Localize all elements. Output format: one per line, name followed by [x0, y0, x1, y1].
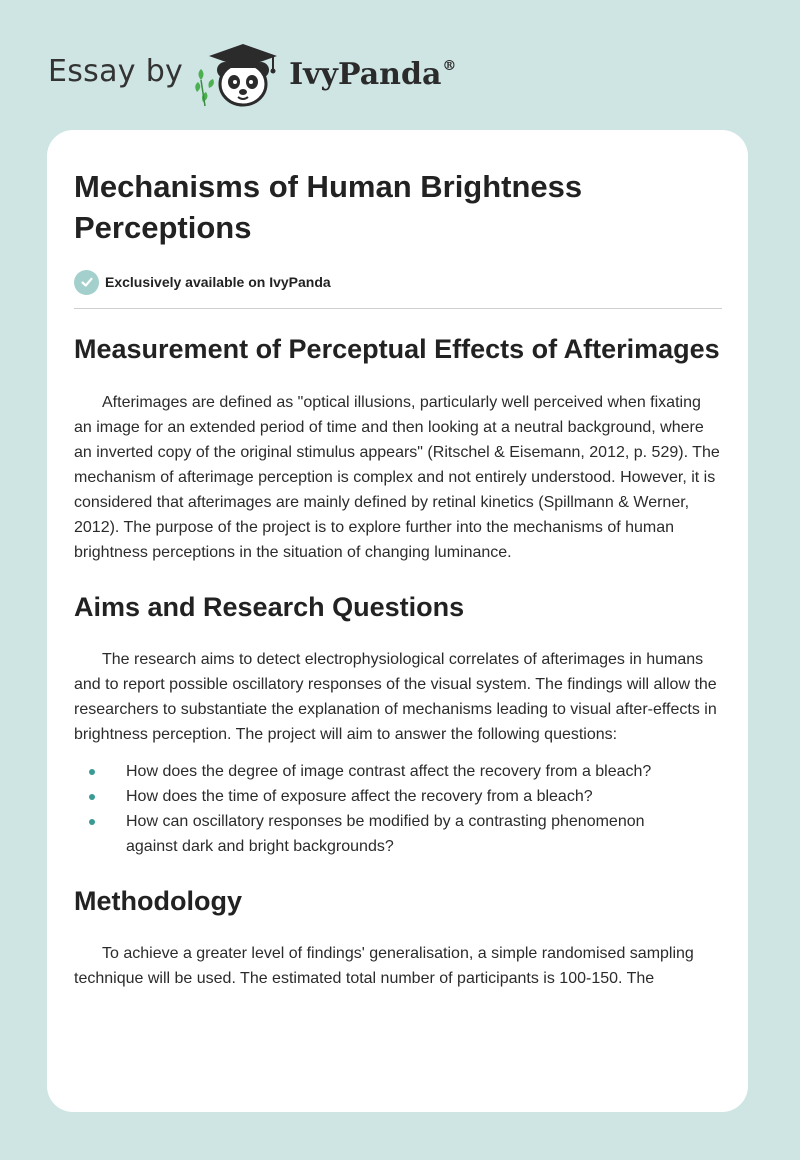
panda-graduation-cap-icon [195, 40, 281, 110]
exclusive-badge-label: Exclusively available on IvyPanda [105, 274, 331, 290]
brand-name[interactable]: IvyPanda® [289, 56, 457, 92]
list-item: How does the degree of image contrast affect the recovery from a bleach? [126, 759, 686, 784]
exclusive-badge [74, 268, 721, 296]
research-questions-list [74, 759, 721, 859]
section-paragraph-methodology: To achieve a greater level of findings' generalisation, a simple randomised sampling technique will be used. The estimated total number of participants is 100-150. The [74, 945, 694, 987]
list-item: How does the time of exposure affect the recovery from a bleach? [126, 784, 686, 809]
registered-mark: ® [442, 57, 457, 74]
bullet-icon [89, 769, 95, 775]
section-heading-methodology: Methodology [74, 886, 242, 916]
essay-by-label: Essay by [48, 53, 184, 89]
bullet-icon [89, 819, 95, 825]
bullet-icon [89, 794, 95, 800]
section-heading-aims: Aims and Research Questions [74, 592, 465, 622]
section-paragraph-measurement: Afterimages are defined as "optical illusions, particularly well perceived when fixating an image for an extended period of time and then looking at a neutral background, where an inverted copy of the original stimulus appears" (Ritschel & Eisemann, 2012, p. 529). The mechanism of afterimage perception is complex and not entirely understood. However, it is considered that afterimages are mainly defined by retinal kinetics (Spillmann & Werner, 2012). The purpose of the project is to explore further into the mechanisms of human brightness perceptions in the situation of changing luminance. [74, 394, 720, 561]
divider [74, 308, 722, 309]
essay-card [47, 130, 748, 1112]
section-heading-measurement: Measurement of Perceptual Effects of Afterimages [74, 334, 720, 364]
page-title: Mechanisms of Human Brightness Perceptions [74, 169, 583, 245]
check-icon [74, 270, 99, 295]
site-header [48, 40, 456, 110]
list-item: How can oscillatory responses be modified by a contrasting phenomenon against dark and bright backgrounds? [126, 809, 686, 859]
section-paragraph-aims: The research aims to detect electrophysiological correlates of afterimages in humans and to report possible oscillatory responses of the visual system. The findings will allow the researchers to substantiate the explanation of mechanisms leading to visual after-effects in brightness perception. The project will aim to answer the following questions: [74, 651, 717, 743]
